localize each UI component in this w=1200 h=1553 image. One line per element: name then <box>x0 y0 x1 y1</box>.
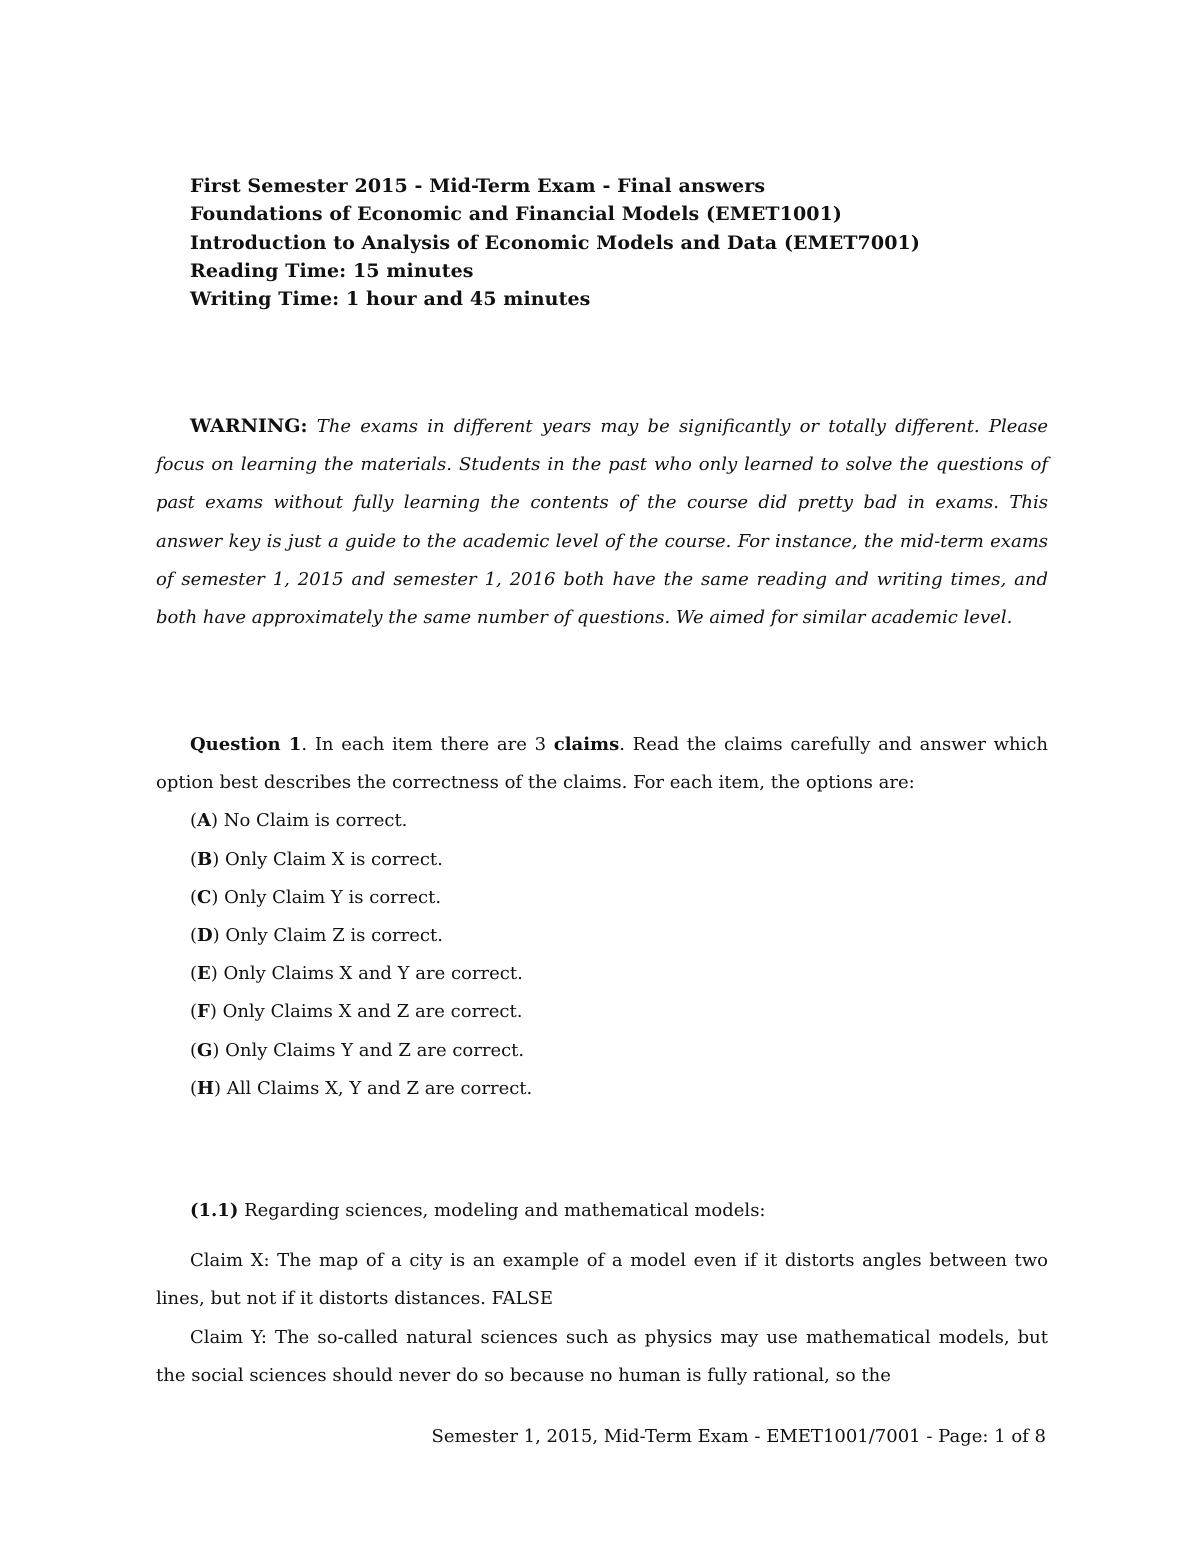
option-f: (F) Only Claims X and Z are correct. <box>190 1001 523 1023</box>
warning-text: The exams in different years may be significantly or totally different. Please focus on learning the materials. Students in the past who only learned to solve the questions of past exams without fully learning the contents of the course did pretty bad in exams. This answer key is just a guide to the academic level of the course. For instance, the mid-term exams of semester 1, 2015 and semester 1, 2016 both have the same reading and writing times, and both have approximately the same number of questions. We aimed for similar academic level. <box>156 416 1048 629</box>
question-1-section <box>156 726 1048 1108</box>
option-c: (C) Only Claim Y is correct. <box>190 886 442 908</box>
page-footer: Semester 1, 2015, Mid-Term Exam - EMET1001/7001 - Page: 1 of 8 <box>431 1426 1046 1447</box>
options-list <box>156 802 1048 1108</box>
item-1-1-topic: Regarding sciences, modeling and mathematical models: <box>238 1200 766 1221</box>
option-text: Only Claims Y and Z are correct. <box>219 1039 525 1061</box>
question-1-intro <box>156 726 1048 802</box>
warning-label: WARNING: <box>190 415 308 437</box>
option-a: (A) No Claim is correct. <box>190 810 408 832</box>
option-text: Only Claims X and Z are correct. <box>216 1001 523 1023</box>
warning-section <box>156 407 1048 637</box>
exam-header <box>190 172 1090 313</box>
option-letter: D <box>197 925 213 947</box>
header-line-writing-time: Writing Time: 1 hour and 45 minutes <box>190 288 591 311</box>
header-line-title: First Semester 2015 - Mid-Term Exam - Final answers <box>190 175 766 197</box>
option-h: (H) All Claims X, Y and Z are correct. <box>190 1077 533 1099</box>
option-letter: H <box>197 1077 215 1099</box>
option-letter: F <box>197 1001 210 1023</box>
claims-word: claims <box>553 734 620 755</box>
option-letter: E <box>197 963 211 985</box>
option-letter: A <box>197 810 211 832</box>
option-text: Only Claim X is correct. <box>219 848 443 870</box>
question-1-intro-after: . Read the claims carefully and answer which option best describes the correctness of the claims. For each item, the options are: <box>156 734 1049 794</box>
item-1-1-number: (1.1) <box>190 1200 239 1221</box>
option-e: (E) Only Claims X and Y are correct. <box>190 963 523 985</box>
option-text: All Claims X, Y and Z are correct. <box>221 1077 533 1099</box>
header-line-course-1001: Foundations of Economic and Financial Models (EMET1001) <box>190 203 843 226</box>
warning-paragraph <box>156 407 1048 637</box>
header-line-course-7001: Introduction to Analysis of Economic Models and Data (EMET7001) <box>190 231 920 254</box>
option-text: No Claim is correct. <box>218 810 408 832</box>
claim-x: Claim X: The map of a city is an example of a model even if it distorts angles between two lines, but not if it distorts distances. FALSE <box>156 1250 1048 1310</box>
question-1-label: Question 1 <box>190 734 302 755</box>
header-line-reading-time: Reading Time: 15 minutes <box>190 259 474 282</box>
question-1-intro-before: . In each item there are 3 <box>301 734 554 755</box>
option-g: (G) Only Claims Y and Z are correct. <box>190 1039 525 1061</box>
option-letter: B <box>197 848 213 870</box>
option-letter: C <box>197 886 212 908</box>
option-text: Only Claim Z is correct. <box>219 925 443 947</box>
claim-y: Claim Y: The so-called natural sciences such as physics may use mathematical models, but the social sciences should never do so because no human is fully rational, so the <box>156 1326 1048 1386</box>
option-b: (B) Only Claim X is correct. <box>190 848 443 870</box>
option-text: Only Claims X and Y are correct. <box>217 963 523 985</box>
item-1-1-title <box>156 1192 1048 1230</box>
item-1-1-section <box>156 1192 1048 1395</box>
option-text: Only Claim Y is correct. <box>218 886 442 908</box>
option-letter: G <box>197 1039 213 1061</box>
option-d: (D) Only Claim Z is correct. <box>190 925 443 947</box>
